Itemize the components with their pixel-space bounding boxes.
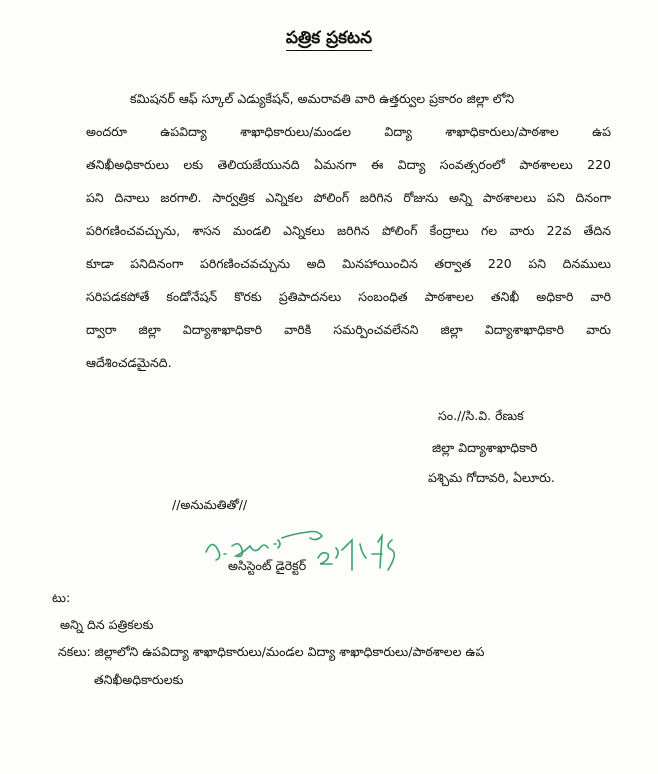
document-title: పత్రిక ప్రకటన [0, 28, 658, 52]
body-line: కమిషనర్ ఆఫ్ స్కూల్ ఎడ్యుకేషన్, అమరావతి వారి ఉత్తర్వుల ప్రకారం జిల్లా లోని [130, 91, 515, 106]
assistant-director-label: అసిస్టెంట్ డైరెక్టర్ [228, 558, 307, 573]
signatory-place: పశ్చిమ గోదావరి, ఏలూరు. [428, 470, 555, 485]
permission-note: //అనుమతితో// [172, 497, 248, 512]
body-line: ఆదేశించడమైనది. [86, 355, 172, 370]
copy-to-line-2: తనిఖీఅధికారులకు [94, 672, 184, 687]
signatory-designation: జిల్లా విద్యాశాఖాధికారి [432, 440, 538, 455]
body-paragraph [86, 82, 611, 379]
signatory-name: సం.//సి.వి. రేణుక [438, 408, 524, 423]
to-recipients: అన్ని దిన పత్రికలకు [60, 617, 154, 632]
body-line: అందరూ ఉపవిద్యా శాఖాధికారులు/మండల విద్యా శాఖాధికారులు/పాఠశాల ఉప [86, 124, 611, 139]
copy-to-line: నకలు: జిల్లాలోని ఉపవిద్యా శాఖాధికారులు/మండల విద్యా శాఖాధికారులు/పాఠశాలల ఉప [58, 644, 485, 659]
body-line: పరిగణించవచ్చును, శాసన మండలి ఎన్నికలు జరిగిన పోలింగ్ కేంద్రాలు గల వారు 22వ తేదిన [86, 223, 611, 238]
body-line: పని దినాలు జరగాలి. సార్వత్రిక ఎన్నికల పోలింగ్ జరిగిన రోజును అన్ని పాఠశాలలు పని దినంగా [86, 190, 611, 205]
body-line: ద్వారా జిల్లా విద్యాశాఖాధికారి వారికి సమర్పించవలేనని జిల్లా విద్యాశాఖాధికారి వారు [86, 322, 611, 337]
to-label: టు: [52, 590, 71, 605]
body-line: కూడా పనిదినంగా పరిగణించవచ్చును అది మినహాయించిన తర్వాత 220 పని దినములు [86, 256, 611, 271]
body-line: తనిఖీఅధికారులు లకు తెలియజేయునది ఏమనగా ఈ విద్యా సంవత్సరంలో పాఠశాలలు 220 [86, 157, 611, 172]
body-line: సరిపడకపోతే కండోనేషన్ కొరకు ప్రతిపాదనలు సంబంధిత పాఠశాలల తనిఖీ అధికారి వారి [86, 289, 611, 304]
